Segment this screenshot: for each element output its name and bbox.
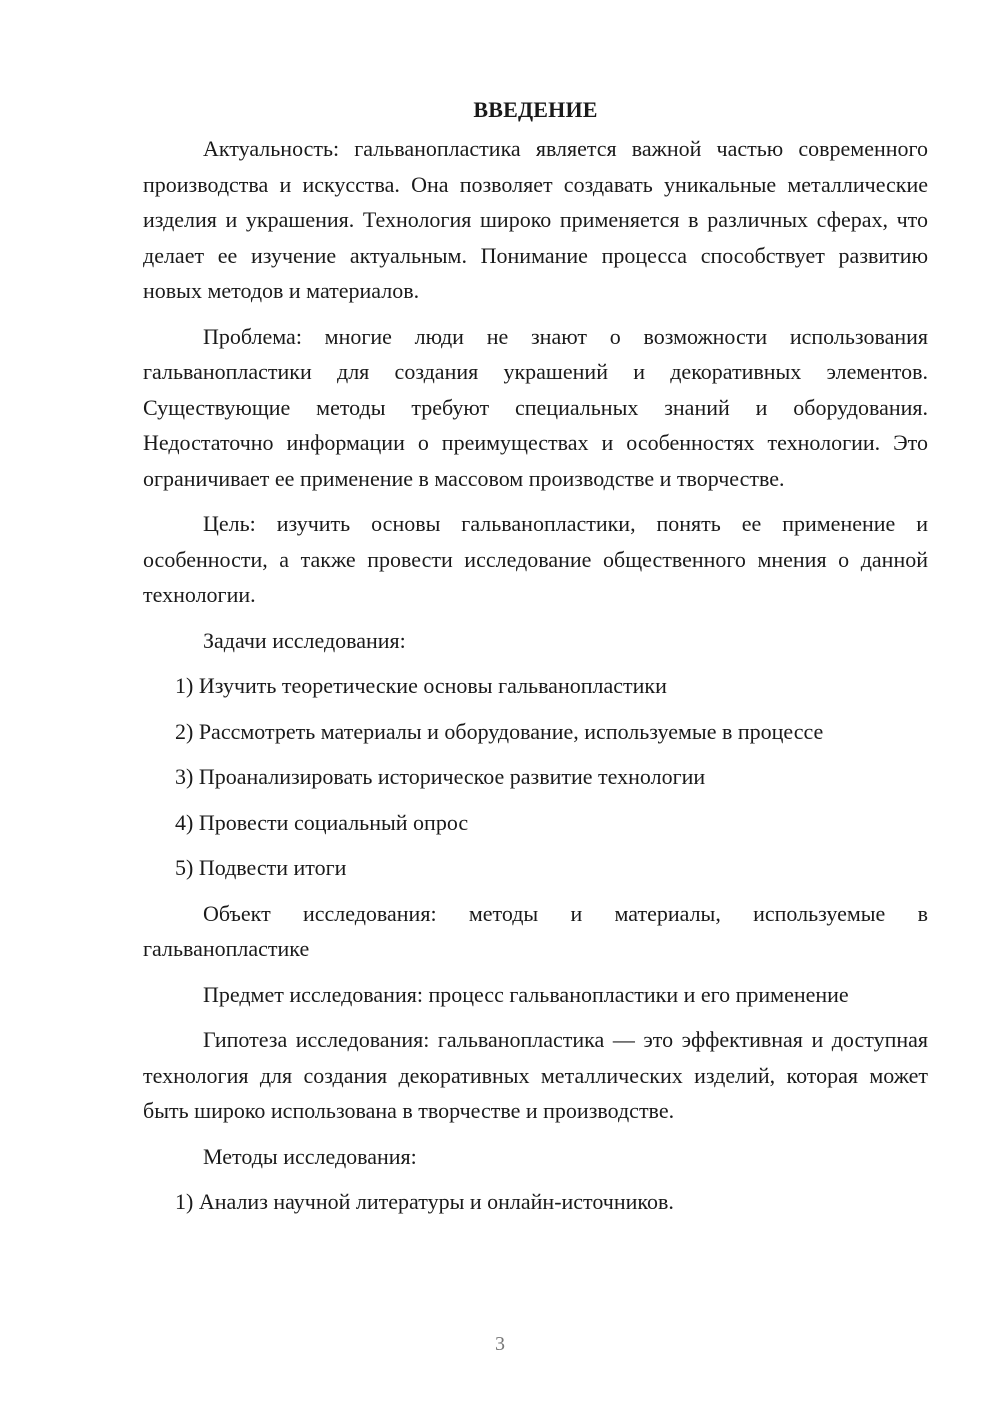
page-number: 3 xyxy=(495,1333,505,1355)
tasks-list xyxy=(143,668,928,886)
problem-paragraph: Проблема: многие люди не знают о возможности использования гальванопластики для создания украшений и декоративных элементов. Существующие методы требуют специальных знаний и оборудования. Недостаточно информации о преимуществах и особенностях технологии. Это ограничивает ее применение в массовом производстве и творчестве. xyxy=(143,323,928,491)
hypothesis-paragraph: Гипотеза исследования: гальванопластика — это эффективная и доступная технология для создания декоративных металлических изделий, которая может быть широко использована в творчестве и производстве. xyxy=(143,1027,928,1123)
list-item: 4) Провести социальный опрос xyxy=(175,809,469,835)
list-item: 5) Подвести итоги xyxy=(175,855,347,880)
list-item: 3) Проанализировать историческое развитие технологии xyxy=(175,764,706,789)
list-item: 1) Изучить теоретические основы гальванопластики xyxy=(175,673,667,698)
methods-list xyxy=(143,1184,928,1220)
object-paragraph: Объект исследования: методы и материалы, используемые в гальванопластике xyxy=(143,900,928,961)
document-page xyxy=(143,92,928,1230)
list-item: 2) Рассмотреть материалы и оборудование, используемые в процессе xyxy=(175,718,824,744)
goal-paragraph: Цель: изучить основы гальванопластики, понять ее применение и особенности, а также провести исследование общественного мнения о данной технологии. xyxy=(143,511,928,607)
relevance-paragraph: Актуальность: гальванопластика является важной частью современного производства и искусства. Она позволяет создавать уникальные металлические изделия и украшения. Технология широко применяется в различных сферах, что делает ее изучение актуальным. Понимание процесса способствует развитию новых методов и материалов. xyxy=(143,136,928,303)
list-item: 1) Анализ научной литературы и онлайн-источников. xyxy=(175,1189,674,1214)
section-title: ВВЕДЕНИЕ xyxy=(473,97,598,122)
tasks-heading: Задачи исследования: xyxy=(203,627,406,653)
subject-paragraph: Предмет исследования: процесс гальванопластики и его применение xyxy=(203,981,849,1007)
methods-heading: Методы исследования: xyxy=(203,1143,417,1169)
